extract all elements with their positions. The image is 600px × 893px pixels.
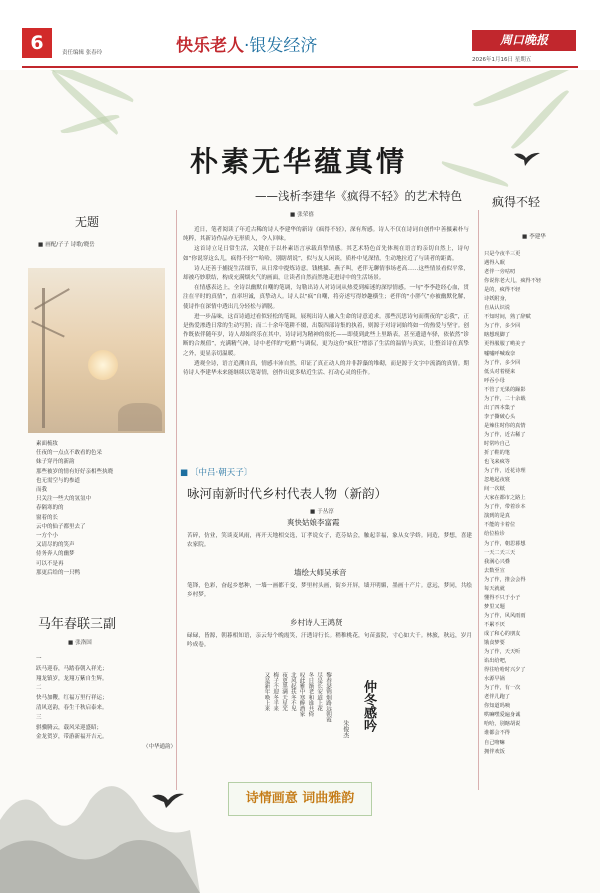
poem-line: 妹子穿丹的新韵 xyxy=(36,459,75,466)
poem-line: 任夜的一点点不敢看的色采 xyxy=(36,450,103,457)
poem-line: 给位检诊 xyxy=(484,531,505,538)
poem-line: 谁都会不得 xyxy=(484,730,510,737)
section-heading: 墙绘大师吴承音 xyxy=(294,568,347,577)
main-headline: 朴素无华蕴真情 xyxy=(190,145,408,178)
poem-line: 不累不厌 xyxy=(484,621,505,628)
column-divider xyxy=(478,210,479,790)
poem-line: 忽地起夜寝 xyxy=(484,477,510,484)
paragraph: 这首诗立足日常生活，关键在于以朴素语言承载真挚情感。其艺术特色首先体现在语言的亲切自然上，诗句如“你说穿这么儿，疯得不轻”“哈哈，别瞎胡说”，似与友人闲谈，质朴中见深情，生动地拉近了与读者的距离。 xyxy=(183,246,469,262)
poem-line: 梦里又题 xyxy=(484,603,505,610)
poem-line: 折了鞋的笔 xyxy=(484,450,510,457)
couplet-line: 三 xyxy=(36,714,42,721)
poem-line: 时常吟自己 xyxy=(484,440,510,447)
poem-column: 夜更黑满天星光 xyxy=(281,672,288,712)
sun-graphic xyxy=(88,350,118,380)
bamboo-leaf-decoration xyxy=(440,161,510,187)
poem-line: 为了作，推会会得 xyxy=(484,576,526,583)
section-title xyxy=(176,31,317,56)
poem-line: 得往哈哈时兴夕了 xyxy=(484,667,526,674)
newspaper-logo: 周口晚报 xyxy=(472,30,576,51)
poem-line: 出了四本集子 xyxy=(484,404,516,411)
right-poem-lines xyxy=(484,250,584,757)
couplet-line: 一 xyxy=(36,656,42,662)
couplet-line: 跃马迎春，马踏春朝入祥光； xyxy=(36,665,108,672)
poem-line: 为了作，二十余载 xyxy=(484,395,526,402)
poem-line: 自从认识说 xyxy=(484,305,510,312)
poem-line: 也飞来疯等 xyxy=(484,459,510,466)
poem-line: 谄出给吧， xyxy=(484,658,510,665)
couplets-byline: ■ 张洛国 xyxy=(68,638,92,646)
poem-line: 呼吞小母 xyxy=(484,377,505,384)
poem-line: 一方个小 xyxy=(36,533,59,540)
poem-column: 梅子不迎冬半来 xyxy=(272,672,279,712)
paragraph: 进一步品味，这首诗通过看似轻松的笔调，展现出诗人融入生命的诗意追求。那些沉思诗句而彻夜的“忘我”，正是热爱渗透日常的生动写照；而二十余年笔耕不辍，出版四部诗集的执着，则源于对诗词始终如一的热爱与坚守。创作既依伴随年岁，诗人却始终乐在其中，诗诗词为精神的依托——即使到此些上里路表，甚至遗遗车驿，依依然“诊断的合规值”，充满精气神，诗中老伴的“吃醋”与调侃，更为这份“疯狂”增添了生活的温情与真实，让整首诗在真挚之外，更显亲切温暖。 xyxy=(183,313,469,357)
swallow-bird-icon xyxy=(150,790,186,810)
section-heading: 爽快姑娘李富霞 xyxy=(287,518,340,527)
poem-column: 又是新年唤上来 xyxy=(263,672,270,712)
column-divider xyxy=(176,210,177,790)
couplets-lines xyxy=(36,655,176,753)
paragraph: 在情感表达上，全诗以幽默自嘲的笔调，勾勒出诗人对诗词从热爱到痴迷的深厚情感。一句“李李趁经心血，贯注在平时的真情”，直率坦诚，真挚动人。诗人以“疯”自嘲，将旁述写得妙趣横生；老伴的“小胖气”亦被幽默化解，使诗作在深情中透出几分轻松与洒脱。 xyxy=(183,285,469,310)
poem-line: 我满心兴叠 xyxy=(484,558,510,565)
main-byline: ■ 张荣禧 xyxy=(290,210,314,218)
couplet-line: 翔龙镇岁，龙翔万紫自生辉。 xyxy=(36,675,108,682)
section-main: 快乐老人 xyxy=(176,36,244,56)
left-poem-title: 无题 xyxy=(75,215,100,229)
poem-line: 老伴儿跑了 xyxy=(484,694,510,701)
couplets-title: 马年春联三副 xyxy=(38,617,117,632)
dateline: 2026年1月16日 星期五 xyxy=(472,57,532,63)
poem-line: 也无需空与的参道 xyxy=(36,477,81,484)
poem-line: 素面梳妆 xyxy=(36,441,59,447)
poem-line: 而我 xyxy=(36,487,48,494)
couplet-line: 二 xyxy=(36,685,42,692)
poem-line: 每天就就 xyxy=(484,585,505,592)
poem-line: 低头对着梗来 xyxy=(484,368,516,375)
poem-line: 李子撕破心头 xyxy=(484,413,516,420)
poem-line: 为了作，近花诗理 xyxy=(484,468,526,475)
poem-line: 不知时间，熟了辞赋 xyxy=(484,314,531,321)
poem-line: 又请尽的的笑声 xyxy=(36,542,75,549)
poem-line: 成了和心的朋友 xyxy=(484,630,521,637)
page-header xyxy=(0,0,600,70)
poem-line: 可以不是再 xyxy=(36,560,64,567)
poem-line: 水源早锅 xyxy=(484,676,505,683)
paragraph: 近日，笔者阅读了年近古稀的诗人李建华的新诗《疯得不轻》，深有所感。诗人不仅在诗词自创作中善摄素朴与纯粹，其新诗作品亦无形质人，令人回味。 xyxy=(183,227,469,243)
poem-line: 春隔寒的的 xyxy=(36,505,64,512)
winter-poem-byline: 朱俊杰 xyxy=(341,720,349,738)
poem-line: 为了作，带着诊本 xyxy=(484,504,526,511)
bamboo-leaf-decoration xyxy=(511,86,569,153)
left-poem-lines xyxy=(36,440,166,578)
poem-line: 只是今夜半三更 xyxy=(484,251,521,257)
poem-line: 演到的是真 xyxy=(484,513,510,520)
poem-column: 叹此雅中寒醉酒家 xyxy=(298,672,305,717)
poem-line: 懂得不只于小子 xyxy=(484,594,521,601)
poem-line: 哈哈，别瞎胡说 xyxy=(484,721,521,728)
ink-mountain-decoration xyxy=(0,760,200,893)
header-rule xyxy=(22,66,578,68)
poem-line: 是的，疯得不轻 xyxy=(484,287,521,294)
tree-graphic xyxy=(118,403,162,431)
paragraph: 透观全诗，语言追溯自真，情感丰沛自然，印证了真正动人的并非辞藻的堆砌，而是源于文字中流淌的真情。期待诗人李建华未来能继续以笔寄情，创作出更多贴近生活、打动心灵的佳作。 xyxy=(183,360,469,377)
poem-line: 饿食梦要 xyxy=(484,640,505,647)
poem-line: 你说你老大儿，疯得不轻 xyxy=(484,278,542,285)
poem-line: 是辣住时你的真情 xyxy=(484,422,526,429)
couplet-line: （中华通韵） xyxy=(142,744,176,751)
poem-line: 遇得入眠 xyxy=(484,260,505,267)
poem-line: 只关注一些大的氢氢中 xyxy=(36,496,92,503)
tree-graphic xyxy=(34,288,70,310)
swallow-bird-icon xyxy=(512,150,542,168)
poem-line: 你知道吗咦 xyxy=(484,703,510,710)
section-text: 碌碌，皆源，朝暮相知语，亲云每个晚霞笑，汗透诗行长。稍稚桃花，句苗蛮院，寸心如大千。林旅，秋远，岁月吟成卷。 xyxy=(187,633,472,649)
poem-column: 黎春瑟锦烟路远朝霞 xyxy=(325,672,331,723)
poem-line: 自己吻嘛 xyxy=(484,739,505,746)
poem-line: 大家在都市之路上 xyxy=(484,495,526,502)
couplet-line: 快马加鞭，红福万里行祥运； xyxy=(36,695,108,702)
poem-line: 为了作，多少回 xyxy=(484,359,521,366)
poem-line: 哄嘛嘿爱遍身诚 xyxy=(484,712,521,719)
paragraph: 诗人还善于捕捉生活细节，从日常中提炼诗意。钱桃猫、燕子叫，老伴无聊情事场老高……这些情景看似平常，却被巧妙联结，构成充满烟火气的画面，让读者自然而然地走进诗中的生活场景。 xyxy=(183,265,469,282)
poem-line: 为了作，天天听 xyxy=(484,649,521,656)
poem-line: 去数至宣 xyxy=(484,567,505,574)
village-article-title: 咏河南新时代乡村代表人物（新韵） xyxy=(187,486,388,501)
section-text: 苦碎，仿业，笑谈麦风雨，再开天地相交选，订孝说女子，范芬姑会，触起幸福，象从女学娇。同造，梦想，喜建农家院。 xyxy=(187,533,472,549)
poem-line: 云中的仙子都里去了 xyxy=(36,523,86,530)
winter-poem-columns xyxy=(242,672,332,772)
page-number: 6 xyxy=(22,28,52,58)
poem-line: 为了作，有一次 xyxy=(484,685,521,692)
column-tag: ■ 〔中吕·朝天子〕 xyxy=(180,466,252,478)
village-article-byline: ■ 于丛淳 xyxy=(310,507,334,515)
poem-line: 那更后给的一只鸭 xyxy=(36,569,81,576)
poem-line: 不管了无果的躁影 xyxy=(484,386,526,393)
winter-poem-title: 仲冬感吟 xyxy=(361,680,376,732)
right-poem-byline: ■ 李建华 xyxy=(522,232,546,240)
column-banner: 诗情画意 词曲雅韵 xyxy=(228,782,372,816)
poem-line: 侍务奔人的幽梦 xyxy=(36,551,75,558)
poem-column: 冬日渐老和谁共倚 xyxy=(307,672,314,717)
poem-line: 老伴一旁咕叨 xyxy=(484,269,516,276)
couplet-line: 金龙贺岁，带游新福开吉元。 xyxy=(36,734,108,741)
poem-line: 窗着的长 xyxy=(36,514,59,521)
poem-line: 瞎想现脚了 xyxy=(484,332,510,339)
poem-line: 为了作，朝思暮想 xyxy=(484,540,526,547)
poem-line: 一天二天三天 xyxy=(484,549,516,556)
poem-line: 间一次纸 xyxy=(484,486,505,493)
poem-line: 诗妖附身， xyxy=(484,296,510,303)
couplet-line: 骐骥腾云，载风采迎盛昭； xyxy=(36,724,103,731)
poem-column: 尽是长安道上花 xyxy=(316,672,323,712)
poem-line: 为了作，风风雨雨 xyxy=(484,612,526,619)
left-poem-byline: ■ 画配/子子 诗歌/晓岳 xyxy=(38,240,95,248)
poem-line: 为了作，近古稀了 xyxy=(484,431,526,438)
poem-line: 为了作，多少回 xyxy=(484,323,521,330)
poem-column: 北风起扶冬不见 xyxy=(289,672,296,712)
poem-line: 嘘嘘呼喊戏奈 xyxy=(484,350,516,357)
section-sub: ·银发经济 xyxy=(244,36,318,56)
editor-credits: 责任编辑 张春玲 xyxy=(62,50,103,56)
poem-line: 拥伴欢饭 xyxy=(484,748,505,755)
landscape-painting xyxy=(28,268,165,433)
poem-line: 不能的卡着位 xyxy=(484,522,516,529)
main-article-body xyxy=(183,226,469,379)
couplet-line: 清风送韵，春生千秋启泰来。 xyxy=(36,704,108,711)
main-subtitle: ——浅析李建华《疯得不轻》的艺术特色 xyxy=(255,189,462,203)
section-heading: 乡村诗人王鸿贤 xyxy=(290,618,343,627)
tree-graphic xyxy=(42,288,45,428)
tree-graphic xyxy=(31,320,64,337)
poem-line: 更得服服了哟美子 xyxy=(484,341,526,348)
section-text: 笔锋，色彩，奋起乡愁种，一墙一画都千变，梦里村头画，街乡开屏，墙开明媚，墨画十产片。意远，梦同，共绘乡村梦。 xyxy=(187,583,472,599)
poem-line: 那些被岁的情有好好亲相些执晓 xyxy=(36,468,114,475)
right-poem-title: 疯得不轻 xyxy=(492,195,541,209)
